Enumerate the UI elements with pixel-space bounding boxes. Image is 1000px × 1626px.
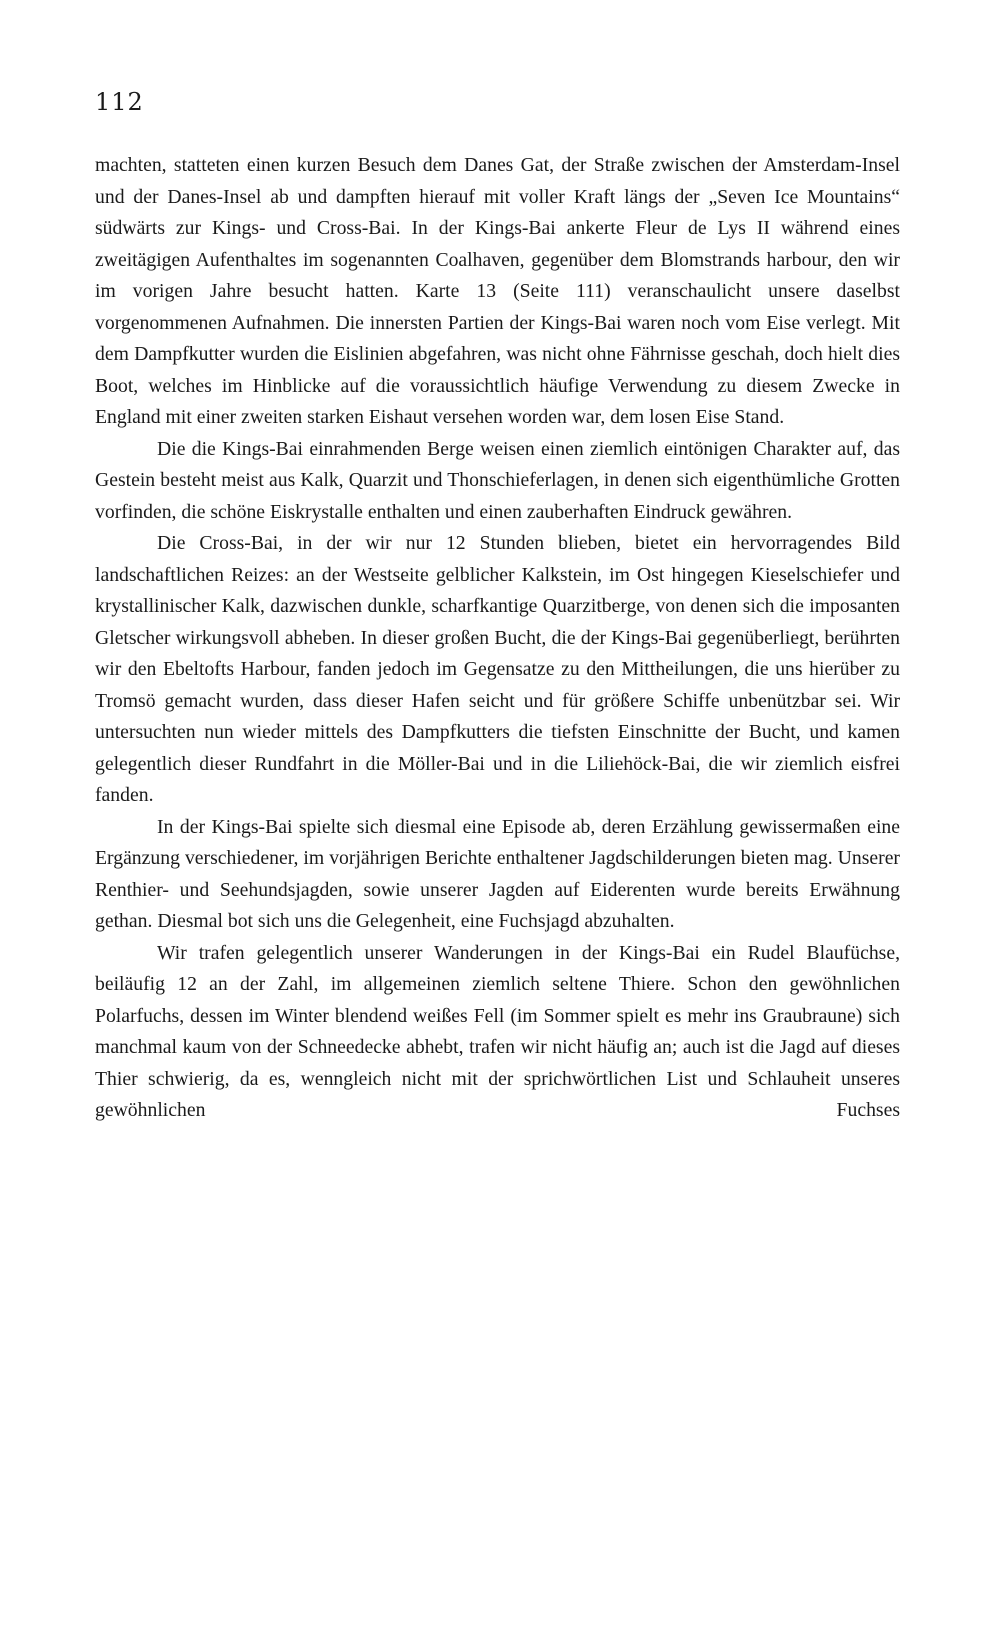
paragraph-2: Die die Kings-Bai einrahmenden Berge weisen einen ziemlich eintönigen Charakter auf, das Gestein besteht meist aus Kalk, Quarzit und Thonschieferlagen, in denen sich eigenthümliche Grotten vorfinden, die schöne Eiskrystalle enthalten und einen zauberhaften Eindruck gewähren. [95, 437, 900, 523]
page-number: 112 [95, 88, 144, 116]
paragraph-5: Wir trafen gelegentlich unserer Wanderungen in der Kings-Bai ein Rudel Blaufüchse, beiläufig 12 an der Zahl, im allgemeinen ziemlich seltene Thiere. Schon den gewöhnlichen Polarfuchs, dessen im Winter blendend weißes Fell (im Sommer spielt es mehr ins Graubraune) sich manchmal kaum von der Schneedecke abhebt, trafen wir nicht häufig an; auch ist die Jagd auf dieses Thier schwierig, da es, wenngleich nicht mit der sprichwörtlichen List und Schlauheit unseres gewöhnlichen Fuchses [95, 941, 900, 1121]
body-text [95, 150, 900, 1127]
paragraph-3: Die Cross-Bai, in der wir nur 12 Stunden blieben, bietet ein hervorragendes Bild landschaftlichen Reizes: an der Westseite gelblicher Kalkstein, im Ost hingegen Kieselschiefer und krystallinischer Kalk, dazwischen dunkle, scharfkantige Quarzitberge, von denen sich die imposanten Gletscher wirkungsvoll abheben. In dieser großen Bucht, die der Kings-Bai gegenüberliegt, berührten wir den Ebeltofts Harbour, fanden jedoch im Gegensatze zu den Mittheilungen, die uns hierüber zu Tromsö gemacht wurden, dass dieser Hafen seicht und für größere Schiffe unbenützbar sei. Wir untersuchten nun wieder mittels des Dampfkutters die tiefsten Einschnitte der Bucht, und kamen gelegentlich dieser Rundfahrt in die Möller-Bai und in die Liliehöck-Bai, die wir ziemlich eisfrei fanden. [95, 532, 900, 806]
paragraph-1: machten, statteten einen kurzen Besuch dem Danes Gat, der Straße zwischen der Amsterdam-Insel und der Danes-Insel ab und dampften hierauf mit voller Kraft längs der „Seven Ice Mountains“ südwärts zur Kings- und Cross-Bai. In der Kings-Bai ankerte Fleur de Lys II während eines zweitägigen Aufenthaltes im sogenannten Coalhaven, gegenüber dem Blomstrands harbour, den wir im vorigen Jahre besucht hatten. Karte 13 (Seite 111) veranschaulicht unsere daselbst vorgenommenen Aufnahmen. Die innersten Partien der Kings-Bai waren noch vom Eise verlegt. Mit dem Dampfkutter wurden die Eislinien abgefahren, was nicht ohne Fährnisse geschah, doch hielt dies Boot, welches im Hinblicke auf die voraussichtlich häufige Verwendung zu diesem Zwecke in England mit einer zweiten starken Eishaut versehen worden war, dem losen Eise Stand. [95, 154, 900, 428]
paragraph-4: In der Kings-Bai spielte sich diesmal eine Episode ab, deren Erzählung gewissermaßen eine Ergänzung verschiedener, im vorjährigen Berichte enthaltener Jagdschilderungen bieten mag. Unserer Renthier- und Seehundsjagden, sowie unserer Jagden auf Eiderenten wurde bereits Erwähnung gethan. Diesmal bot sich uns die Gelegenheit, eine Fuchsjagd abzuhalten. [95, 815, 900, 932]
